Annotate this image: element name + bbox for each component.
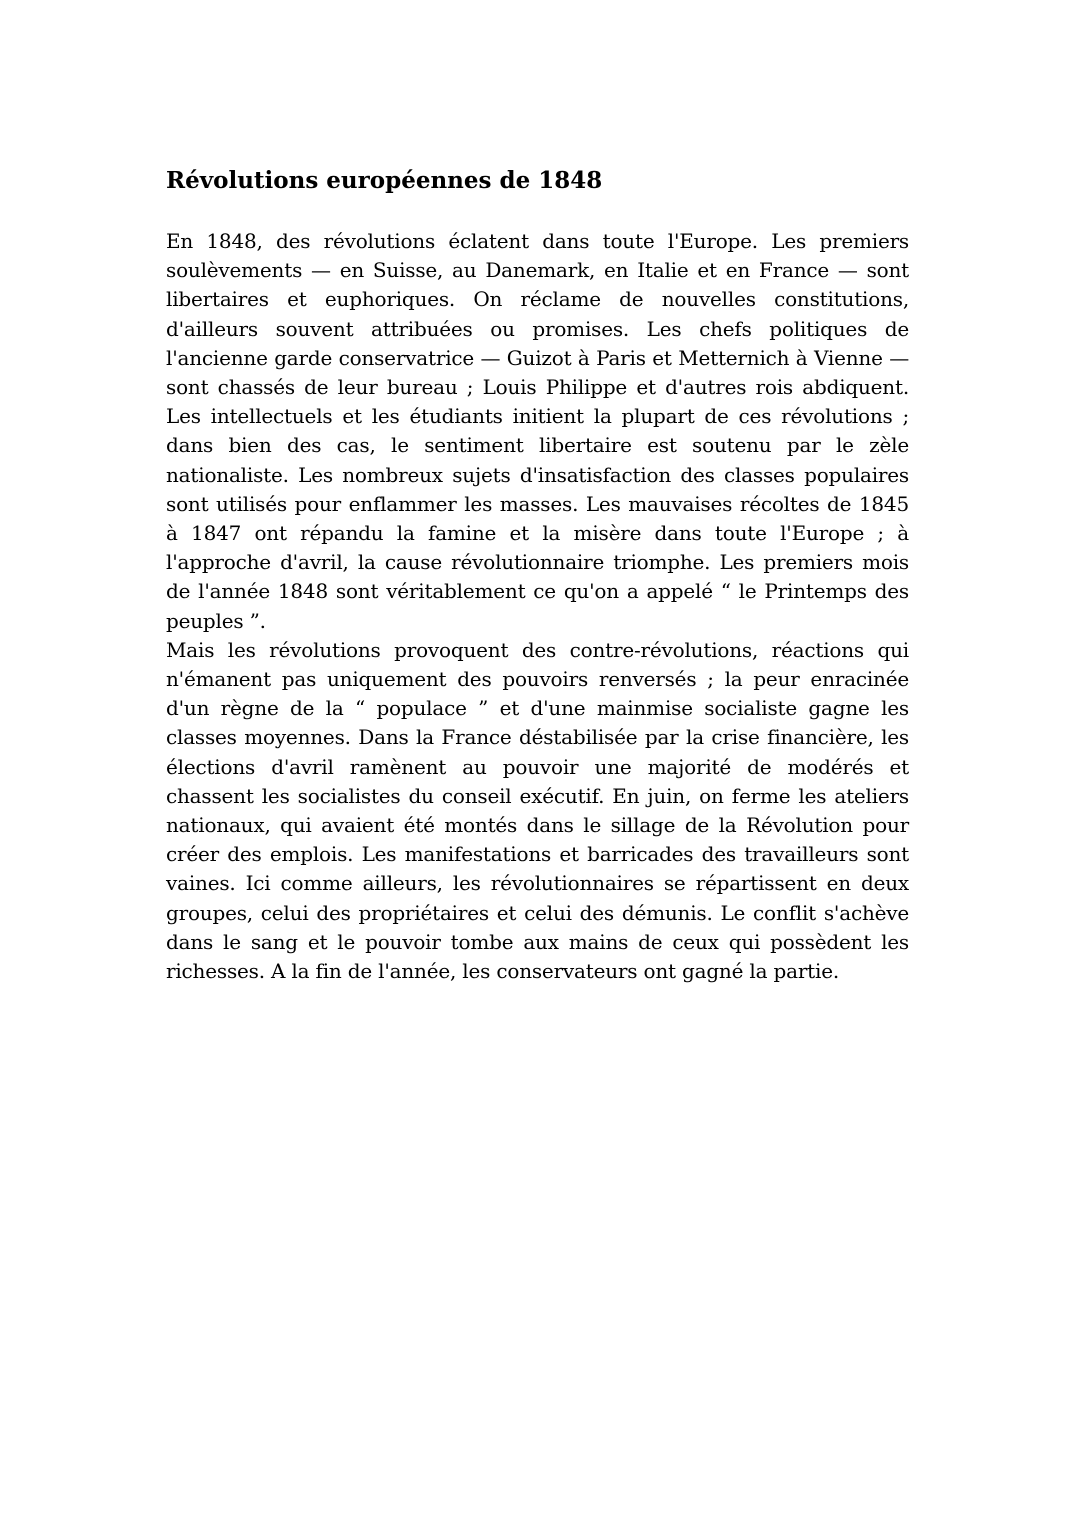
document-content <box>166 166 909 986</box>
paragraph-2: Mais les révolutions provoquent des contre-révolutions, réactions qui n'émanent pas uniquement des pouvoirs renversés ; la peur enracinée d'un règne de la “ populace ” et d'une mainmise socialiste gagne les classes moyennes. Dans la France déstabilisée par la crise financière, les élections d'avril ramènent au pouvoir une majorité de modérés et chassent les socialistes du conseil exécutif. En juin, on ferme les ateliers nationaux, qui avaient été montés dans le sillage de la Révolution pour créer des emplois. Les manifestations et barricades des travailleurs sont vaines. Ici comme ailleurs, les révolutionnaires se répartissent en deux groupes, celui des propriétaires et celui des démunis. Le conflit s'achève dans le sang et le pouvoir tombe aux mains de ceux qui possèdent les richesses. A la fin de l'année, les conservateurs ont gagné la partie. <box>166 637 909 984</box>
paragraph-1: En 1848, des révolutions éclatent dans toute l'Europe. Les premiers soulèvements — en Suisse, au Danemark, en Italie et en France — sont libertaires et euphoriques. On réclame de nouvelles constitutions, d'ailleurs souvent attribuées ou promises. Les chefs politiques de l'ancienne garde conservatrice — Guizot à Paris et Metternich à Vienne — sont chassés de leur bureau ; Louis Philippe et d'autres rois abdiquent. Les intellectuels et les étudiants initient la plupart de ces révolutions ; dans bien des cas, le sentiment libertaire est soutenu par le zèle nationaliste. Les nombreux sujets d'insatisfaction des classes populaires sont utilisés pour enflammer les masses. Les mauvaises récoltes de 1845 à 1847 ont répandu la famine et la misère dans toute l'Europe ; à l'approche d'avril, la cause révolutionnaire triomphe. Les premiers mois de l'année 1848 sont véritablement ce qu'on a appelé “ le Printemps des peuples ”. <box>166 229 909 633</box>
document-title: Révolutions européennes de 1848 <box>166 167 603 194</box>
